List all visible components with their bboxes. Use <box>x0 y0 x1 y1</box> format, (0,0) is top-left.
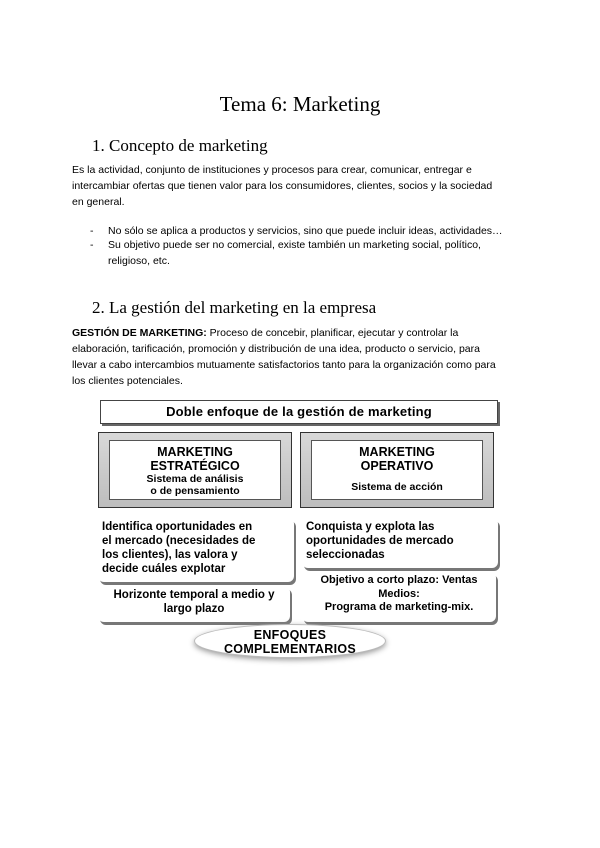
description-line: Identifica oportunidades en <box>102 521 253 533</box>
strategic-frame <box>98 432 292 508</box>
operative-frame <box>300 432 494 508</box>
paragraph-line: Es la actividad, conjunto de instituciones y procesos para crear, comunicar, entregar e <box>72 164 472 176</box>
horizon-line: largo plazo <box>163 603 225 615</box>
bullet-item <box>90 237 548 269</box>
bullet-line: Su objetivo puede ser no comercial, existe también un marketing social, político, <box>108 239 481 251</box>
diagram <box>96 398 504 662</box>
bullet-line: religioso, etc. <box>108 255 170 267</box>
description-line: oportunidades de mercado <box>306 535 454 547</box>
complementary-approaches <box>194 624 386 658</box>
bullet-dash: - <box>90 225 94 237</box>
section-2-paragraph <box>72 325 542 389</box>
bullet-line: No sólo se aplica a productos y servicios, sino que puede incluir ideas, actividades… <box>108 225 503 237</box>
description-line: el mercado (necesidades de <box>102 535 256 547</box>
paragraph-line: en general. <box>72 196 125 208</box>
operative-description <box>302 518 498 568</box>
description-line: seleccionadas <box>306 549 385 561</box>
page-title: Tema 6: Marketing <box>219 92 381 116</box>
operative-title-1: MARKETING <box>359 445 435 459</box>
strategic-box <box>109 440 281 500</box>
bullet-dash: - <box>90 239 94 251</box>
paragraph-line: intercambiar ofertas que tienen valor para los consumidores, clientes, socios y la sociedad <box>72 180 493 192</box>
description-line: decide cuáles explotar <box>102 563 226 575</box>
footer-line-1: ENFOQUES <box>253 628 327 642</box>
paragraph-line: los clientes potenciales. <box>72 375 183 387</box>
operative-title-2: OPERATIVO <box>360 459 434 473</box>
footer-line-2: COMPLEMENTARIOS <box>223 642 357 656</box>
strategic-subtitle-2: o de pensamiento <box>150 485 240 497</box>
paragraph-line: llevar a cabo intercambios mutuamente satisfactorios tanto para la organización como para <box>72 359 496 371</box>
description-line: Conquista y explota las <box>306 521 435 533</box>
strategic-horizon <box>98 586 290 622</box>
objective-line: Programa de marketing-mix. <box>324 601 474 613</box>
horizon-line: Horizonte temporal a medio y <box>113 589 275 601</box>
strategic-title-1: MARKETING <box>157 445 233 459</box>
operative-box <box>311 440 483 500</box>
strategic-description <box>98 518 294 582</box>
paragraph-line-rest: Proceso de concebir, planificar, ejecutar y controlar la <box>206 327 459 339</box>
strategic-title-2: ESTRATÉGICO <box>150 459 240 473</box>
description-line: los clientes), las valora y <box>102 549 238 561</box>
bold-lead: GESTIÓN DE MARKETING: <box>72 327 207 339</box>
operative-objective <box>302 572 496 622</box>
objective-line: Objetivo a corto plazo: Ventas <box>320 574 478 586</box>
operative-subtitle: Sistema de acción <box>351 481 443 493</box>
section-2-heading: 2. La gestión del marketing en la empresa <box>92 298 377 317</box>
paragraph-line: elaboración, tarificación, promoción y distribución de una idea, producto o servicio, para <box>72 343 480 355</box>
section-1-heading: 1. Concepto de marketing <box>92 136 268 155</box>
section-1-paragraph <box>72 162 532 210</box>
paragraph-line <box>72 325 542 341</box>
objective-line: Medios: <box>378 587 420 600</box>
diagram-header: Doble enfoque de la gestión de marketing <box>100 400 498 424</box>
strategic-subtitle-1: Sistema de análisis <box>146 473 244 485</box>
